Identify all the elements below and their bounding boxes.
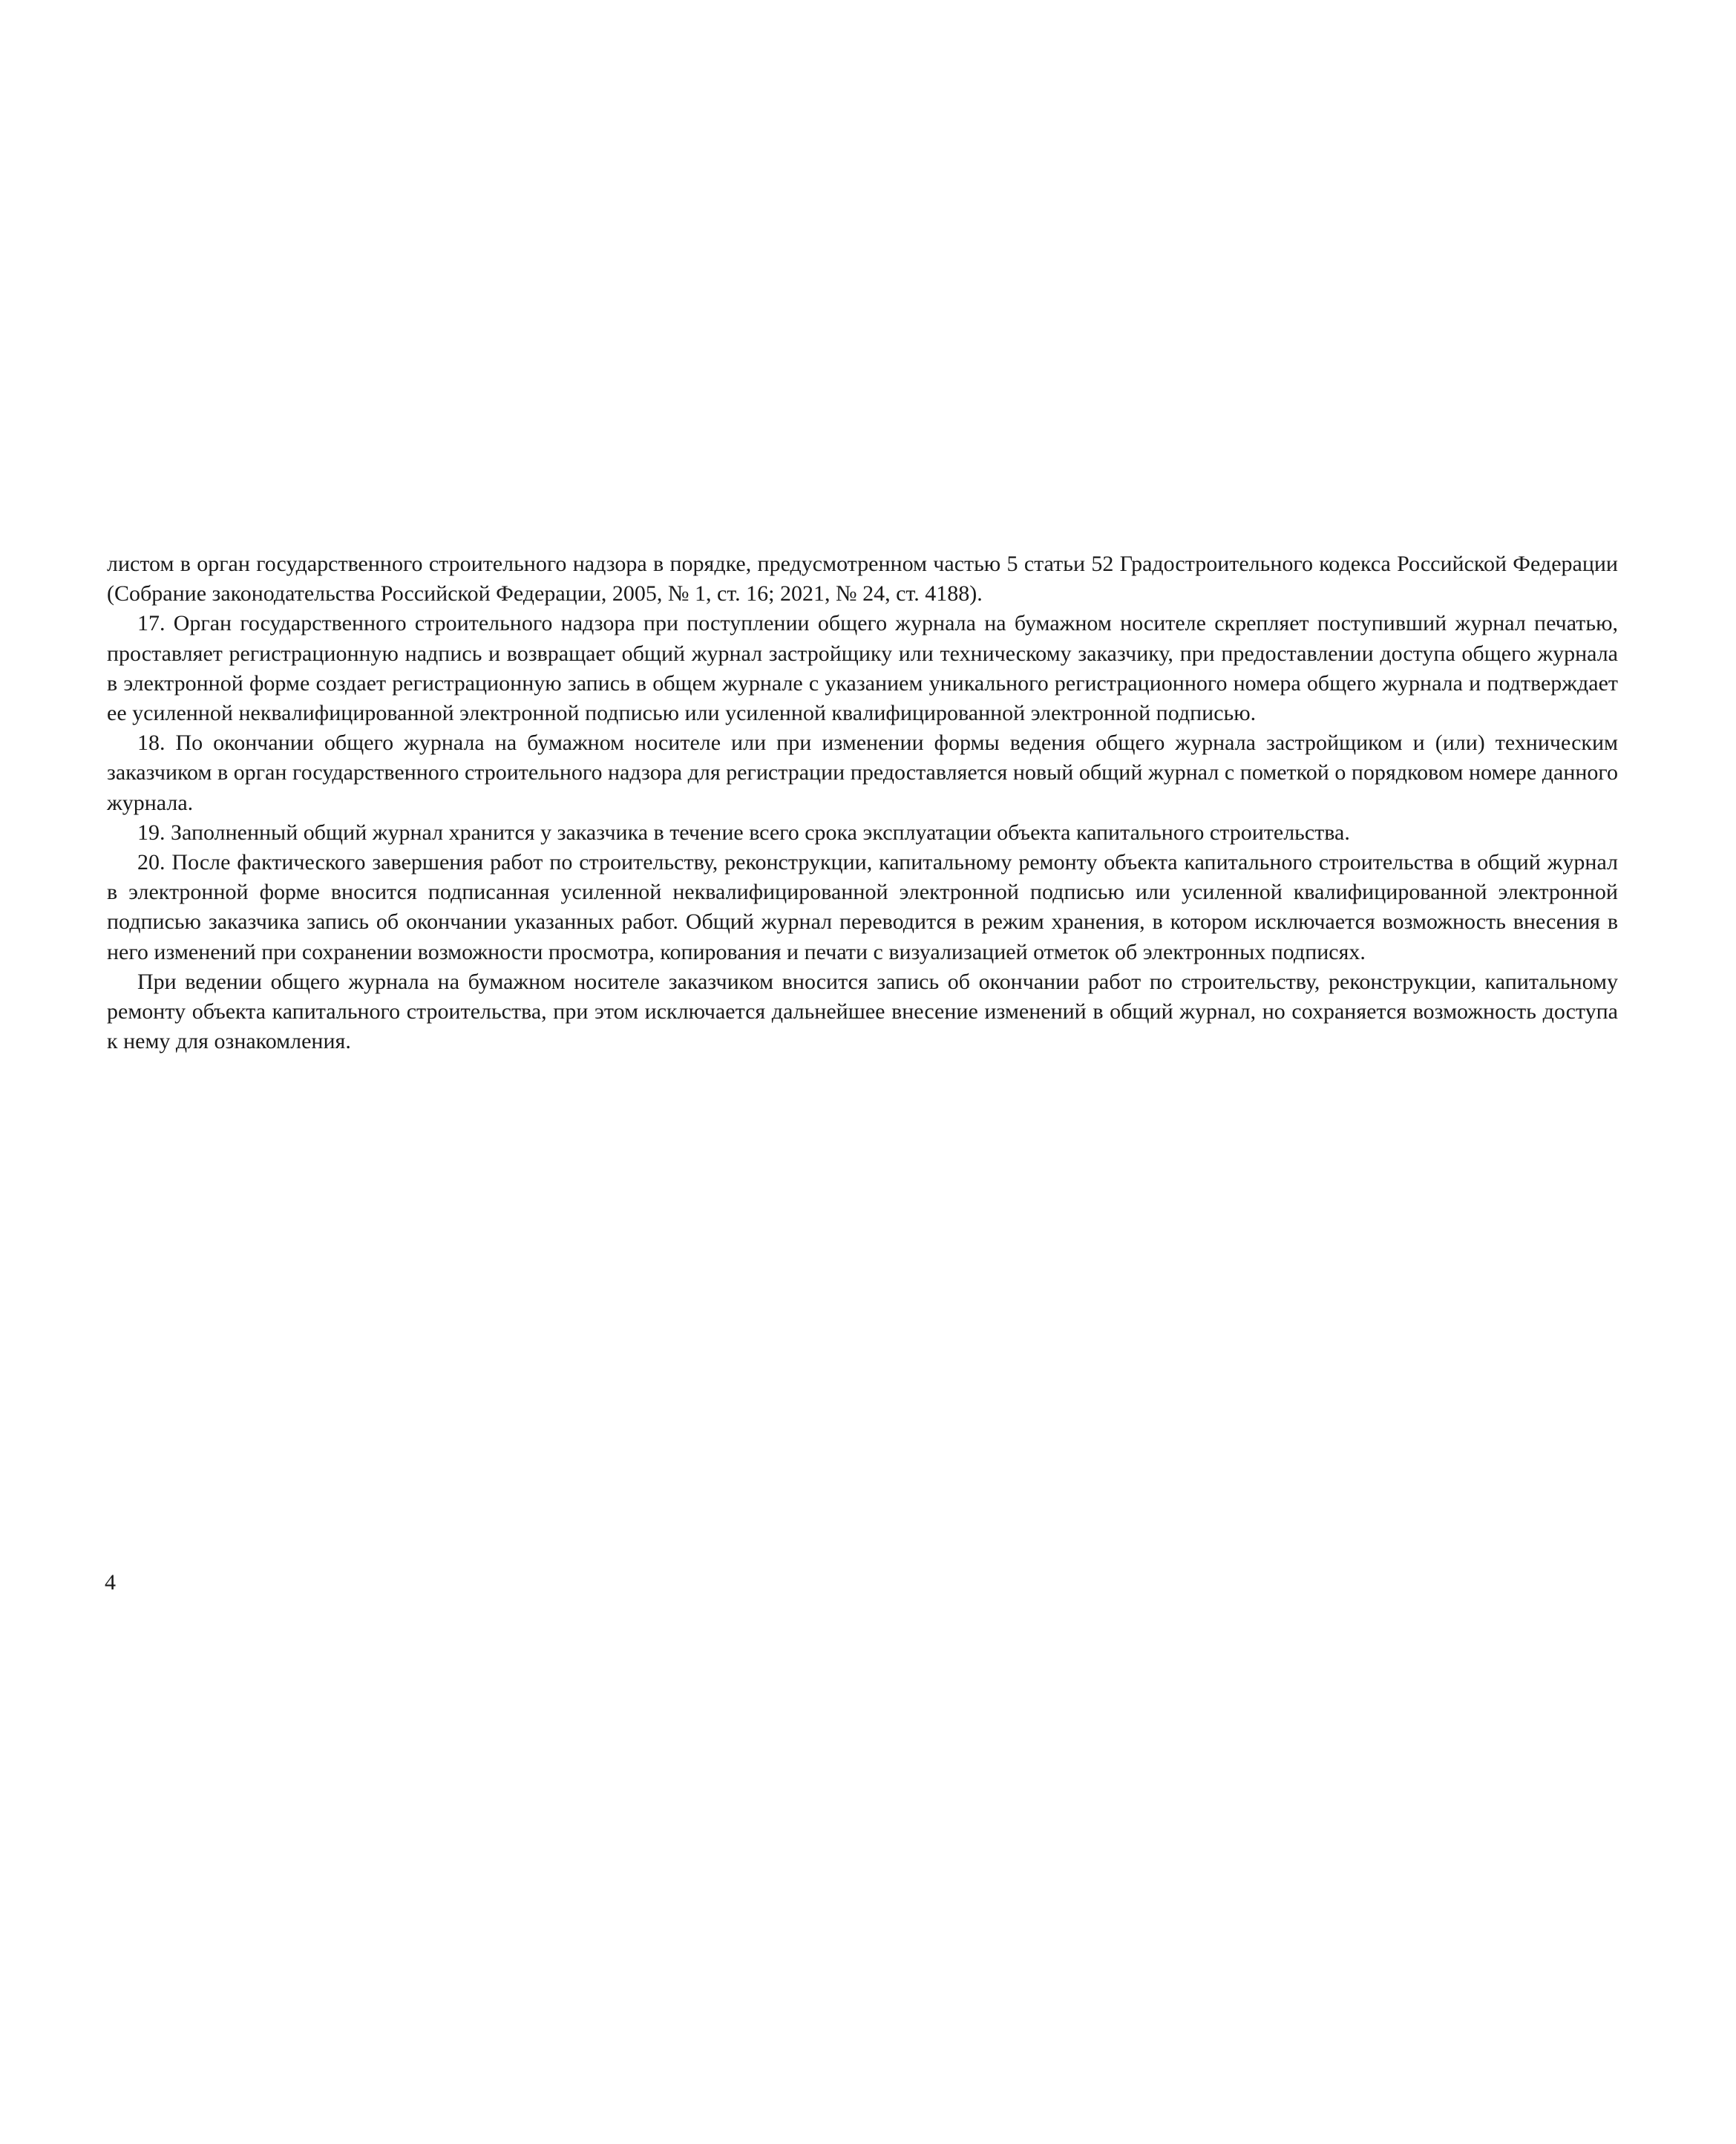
paragraph-continuation: листом в орган государственного строительного надзора в порядке, предусмотренном частью 5 статьи 52 Градостроительного кодекса Российской Федерации (Собрание законодательства Российской Федерации, 2005, № 1, ст. 16; 2021, № 24, ст. 4188). — [107, 552, 1618, 607]
body-text — [107, 549, 1618, 1056]
paragraph-item-17: 17. Орган государственного строительного надзора при поступлении общего журнала на бумажном носителе скрепляет поступивший журнал печатью, проставляет регистрационную надпись и возвращает общий журнал застройщику или техническому заказчику, при предоставлении доступа общего журнала в электронной форме создает регистрационную запись в общем журнале с указанием уникального регистрационного номера общего журнала и подтверждает ее усиленной неквалифицированной электронной подписью или усиленной квалифицированной электронной подписью. — [107, 611, 1618, 726]
page-number: 4 — [105, 1570, 116, 1595]
paragraph-item-19: 19. Заполненный общий журнал хранится у заказчика в течение всего срока эксплуатации объекта капитального строительства. — [137, 820, 1350, 845]
paragraph-paper-journal-note: При ведении общего журнала на бумажном носителе заказчиком вносится запись об окончании работ по строительству, реконструкции, капитальному ремонту объекта капитального строительства, при этом исключается дальнейшее внесение изменений в общий журнал, но сохраняется возможность доступа к нему для ознакомления. — [107, 969, 1618, 1054]
paragraph-item-20: 20. После фактического завершения работ по строительству, реконструкции, капитальному ремонту объекта капитального строительства в общий журнал в электронной форме вносится подписанная усиленной неквалифицированной электронной подписью или усиленной квалифицированной электронной подписью заказчика запись об окончании указанных работ. Общий журнал переводится в режим хранения, в котором исключается возможность внесения в него изменений при сохранении возможности просмотра, копирования и печати с визуализацией отметок об электронных подписях. — [107, 850, 1618, 964]
paragraph-item-18: 18. По окончании общего журнала на бумажном носителе или при изменении формы ведения общего журнала застройщиком и (или) техническим заказчиком в орган государственного строительного надзора для регистрации предоставляется новый общий журнал с пометкой о порядковом номере данного журнала. — [107, 731, 1618, 815]
